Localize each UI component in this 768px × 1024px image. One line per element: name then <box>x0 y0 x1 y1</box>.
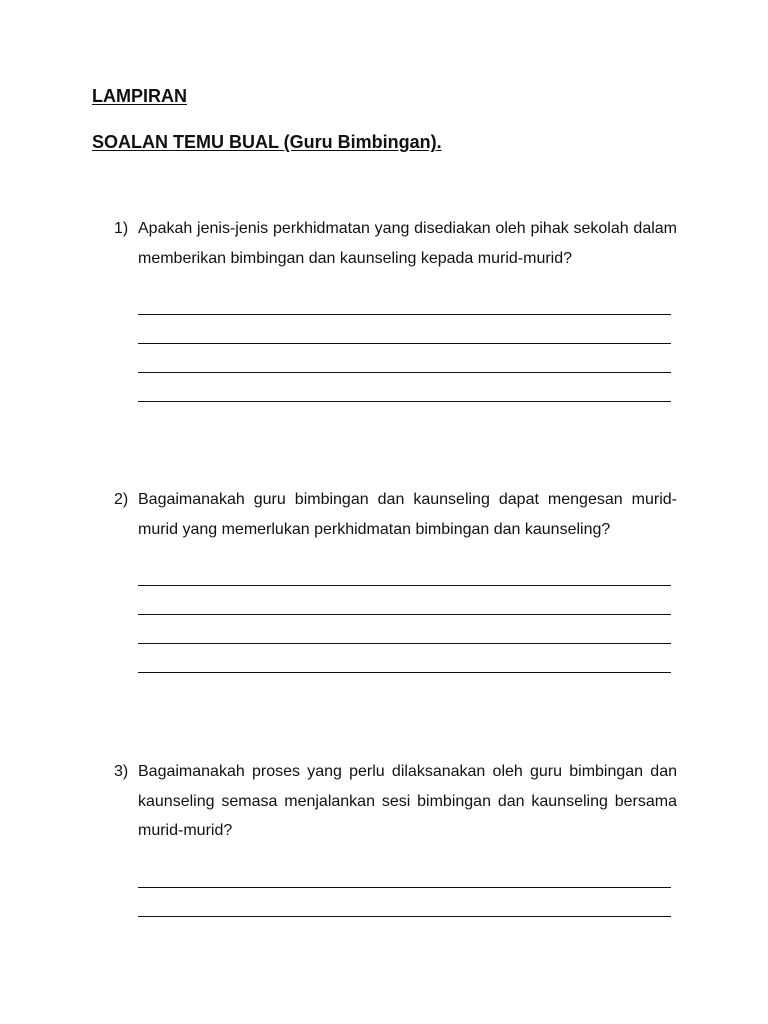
answer-line[interactable] <box>138 644 671 673</box>
appendix-heading: LAMPIRAN <box>92 86 187 106</box>
question-text: Apakah jenis-jenis perkhidmatan yang disediakan oleh pihak sekolah dalam memberikan bimbingan dan kaunseling kepada murid-murid? <box>138 220 677 267</box>
answer-lines <box>138 295 677 402</box>
answer-line[interactable] <box>138 295 671 315</box>
answer-line[interactable] <box>138 315 671 344</box>
document-title: SOALAN TEMU BUAL (Guru Bimbingan). <box>92 132 442 152</box>
answer-lines <box>138 868 677 917</box>
answer-line[interactable] <box>138 615 671 644</box>
question-number: 1) <box>114 220 129 237</box>
question-1 <box>114 214 677 402</box>
answer-lines <box>138 566 677 673</box>
answer-line[interactable] <box>138 868 671 888</box>
question-2 <box>114 485 677 673</box>
question-3 <box>114 757 677 917</box>
question-number: 2) <box>114 491 129 508</box>
question-text: Bagaimanakah guru bimbingan dan kaunseling dapat mengesan murid-murid yang memerlukan perkhidmatan bimbingan dan kaunseling? <box>138 491 677 538</box>
answer-line[interactable] <box>138 344 671 373</box>
question-number: 3) <box>114 763 129 780</box>
question-text: Bagaimanakah proses yang perlu dilaksanakan oleh guru bimbingan dan kaunseling semasa menjalankan sesi bimbingan dan kaunseling bersama murid-murid? <box>138 763 677 839</box>
answer-line[interactable] <box>138 566 671 586</box>
answer-line[interactable] <box>138 586 671 615</box>
answer-line[interactable] <box>138 888 671 917</box>
answer-line[interactable] <box>138 373 671 402</box>
